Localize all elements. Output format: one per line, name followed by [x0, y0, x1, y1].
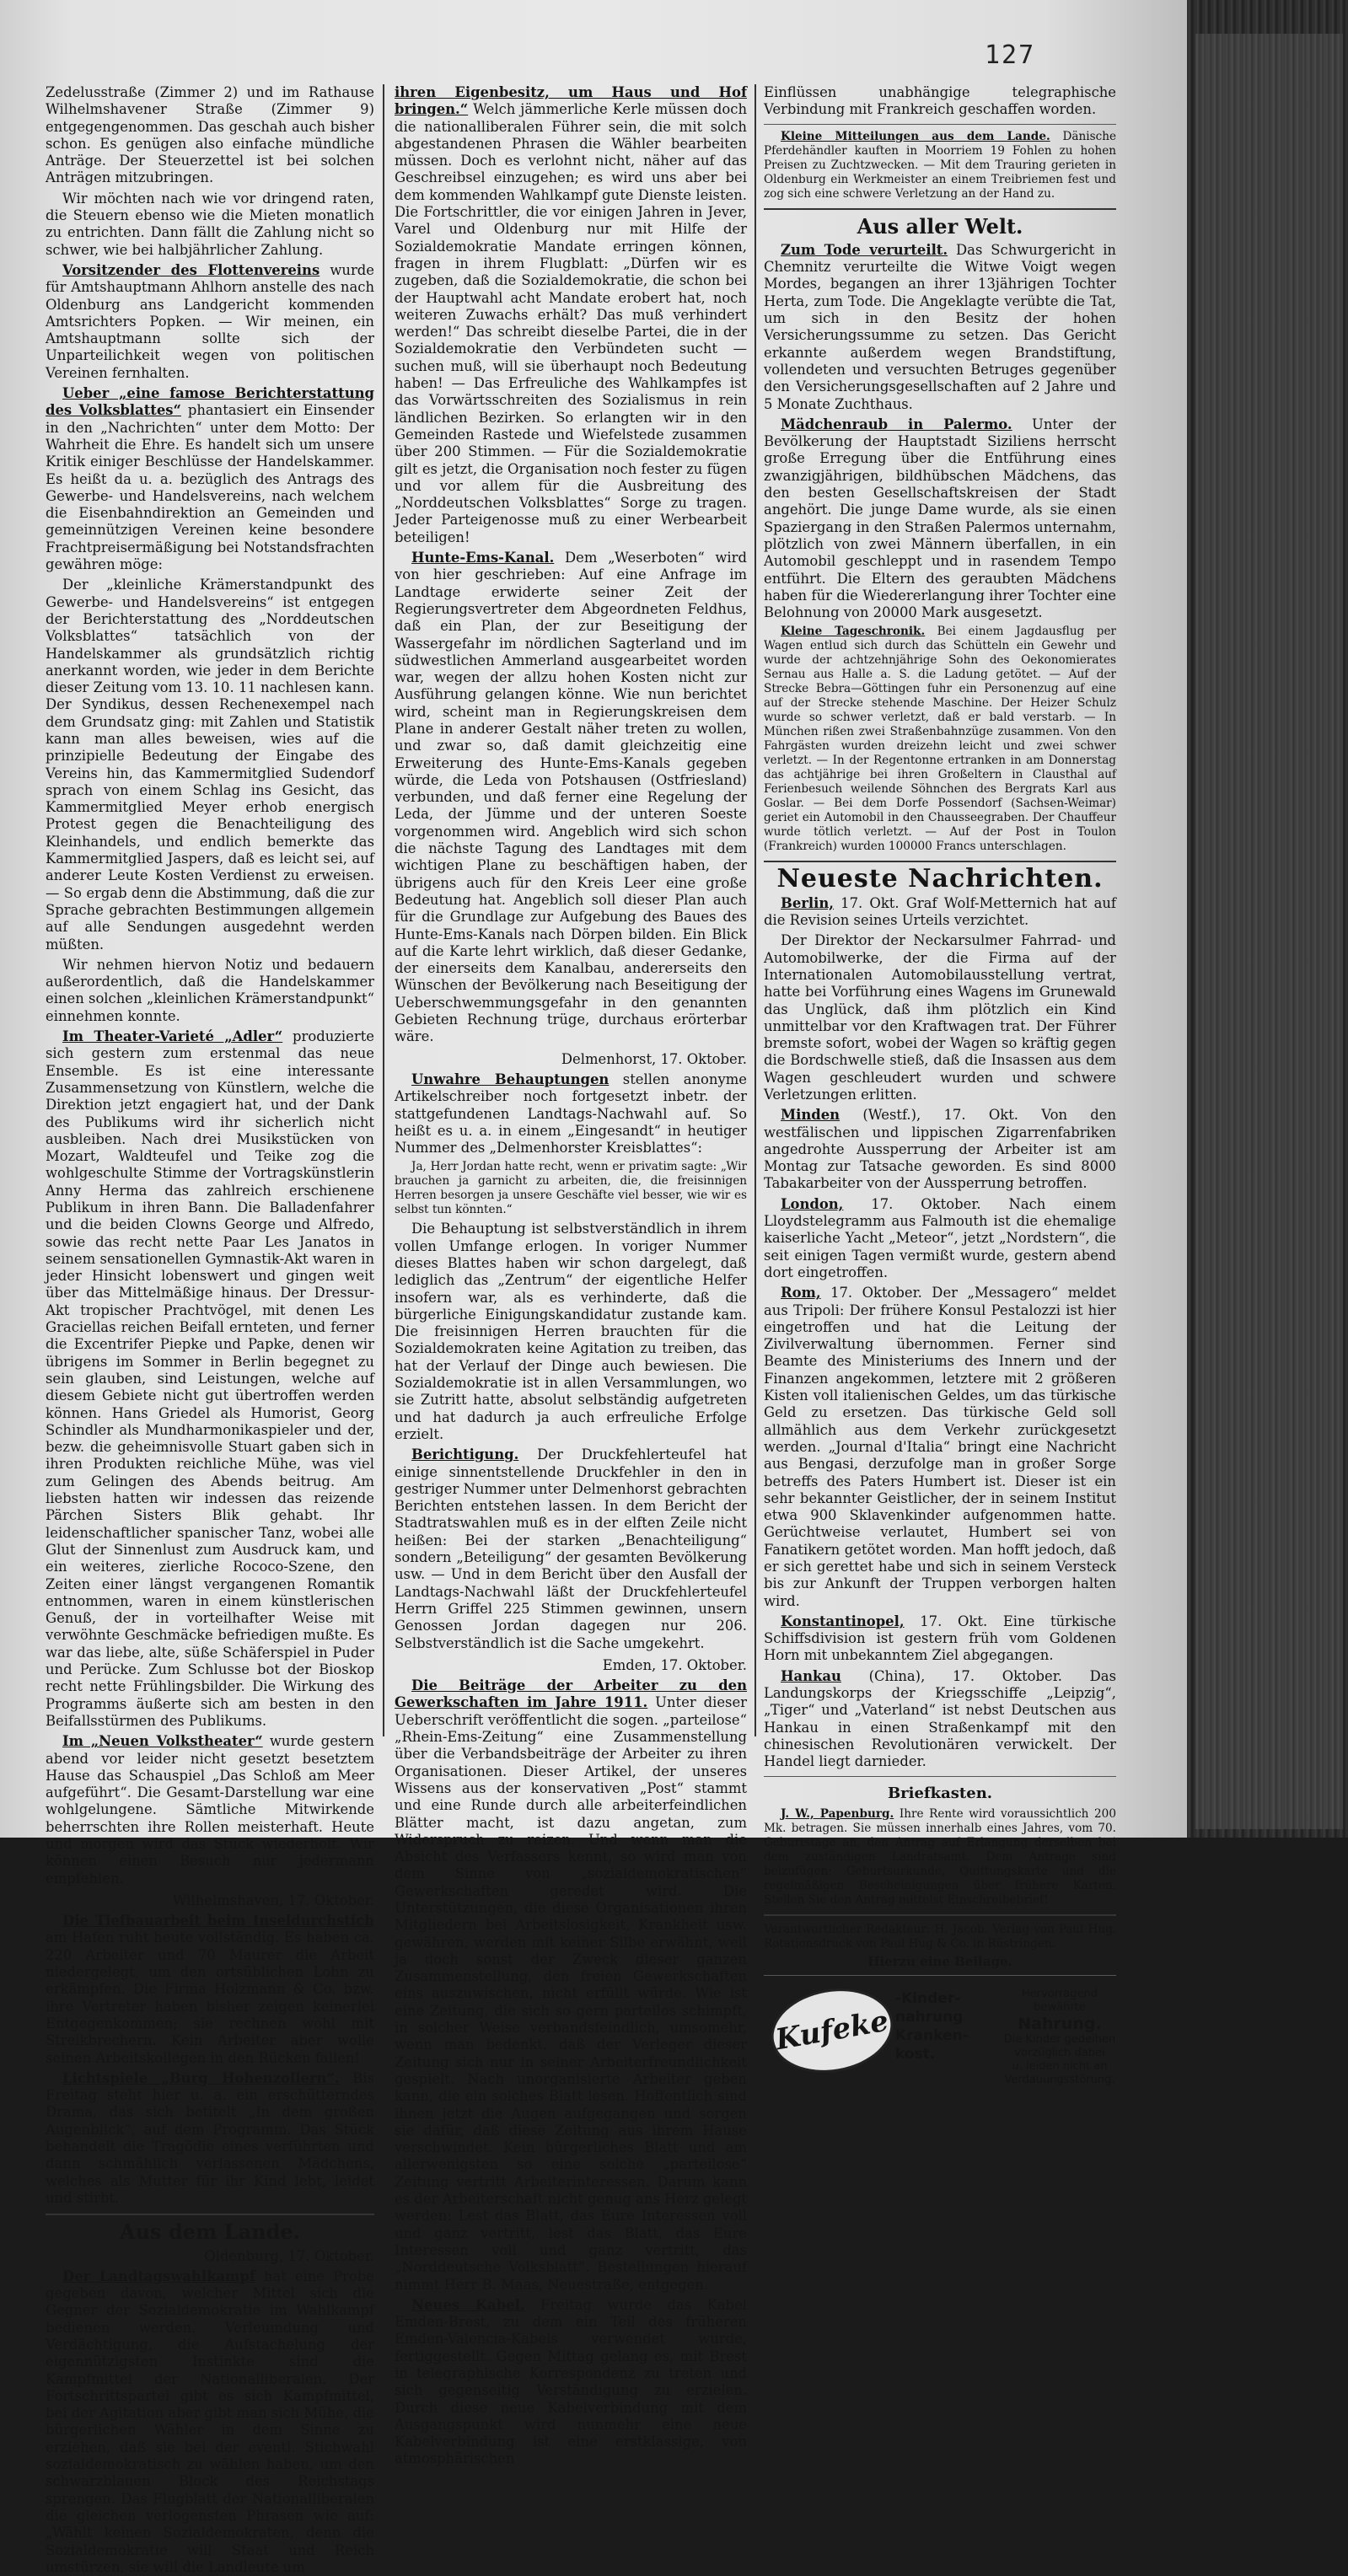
- column-3: [764, 84, 1117, 2087]
- letter-item: [764, 1807, 1116, 1908]
- article-text: phantasiert ein Einsender in den „Nachrichten“ unter dem Motto: Der Wahrheit die Ehre. Es handelt sich um unsere Kritik einiger Beschlüsse der Handelskammer. Es heißt da u. a. bezüglich des Antrags des Gewerbe- und Handelsvereins, nach welchem die Eisenbahndirektion an Gemeinden und gemeinnützigen Vereinen keine besondere Frachtpreisermäßigung bei Notstandsfrachten gewähren möge:: [46, 402, 374, 573]
- news-item: [764, 1196, 1116, 1281]
- column-2: [395, 84, 747, 2467]
- article-text: Dänische Pferdehändler kauften in Moorriem 19 Fohlen zu hohen Preisen zu Zuchtzwecken. — Mit dem Trauring gerieten in Oldenburg ein Werkmeister an einem Treibriemen fest und zog sich eine schwere Verletzung an der Hand zu.: [764, 129, 1116, 201]
- article-text: stellen anonyme Artikelschreiber noch fortgesetzt inbetr. der stattgefundenen Landtags-Nachwahl auf. So heißt es u. a. in einem „Eingesandt“ in heutiger Nummer des „Delmenhorster Kreisblattes“:: [395, 1071, 747, 1157]
- article-keyword: ihren Eigenbesitz, um Haus und Hof bringen.“: [395, 84, 747, 118]
- article-keyword: Vorsitzender des Flottenvereins: [62, 261, 320, 278]
- paragraph: Der Direktor der Neckarsulmer Fahrrad- und Automobilwerke, der die Firma auf der Internationalen Automobilausstellung vertrat, hatte bei Vorführung eines Wagens im Grunewald das Unglück, daß ihm plötzlich ein Kind unmittelbar vor den Kraftwagen trat. Der Führer bremste sofort, wobei der Wagen so kräftig gegen die Bordschwelle stieß, daß die Insassen aus dem Wagen geschleudert wurden und schwere Verletzungen erlitten.: [764, 932, 1116, 1103]
- column-rule: [383, 84, 384, 1736]
- article: [764, 130, 1116, 201]
- dateline: Oldenburg, 17. Oktober.: [204, 2247, 374, 2264]
- news-item: [764, 1285, 1116, 1610]
- ad-line: Verdauungsstörung.: [1004, 2074, 1115, 2087]
- divider: [764, 1975, 1116, 1976]
- article: [395, 1071, 747, 1157]
- divider: [764, 1914, 1116, 1916]
- paragraph: Die Behauptung ist selbstverständlich in ihrem vollen Umfange erlogen. In voriger Nummer dieses Blattes haben wir schon dargelegt, daß lediglich das „Zentrum“ der eigentliche Helfer insofern war, als es verhinderte, daß die bürgerliche Einigungskandidatur zustande kam. Die freisinnigen Herren brauchten für die Sozialdemokraten keine Agitation zu treiben, das hat der Verlauf der Dinge auch bewiesen. Die Sozialdemokratie ist in allen Versammlungen, wo sie Zutritt hatte, absolut selbständig aufgetreten und hat dadurch ja auch erfreuliche Erfolge erzielt.: [395, 1221, 747, 1442]
- news-item: [764, 895, 1116, 930]
- article-text: Bis Freitag steht hier u. a. ein erschütterndes Drama, das sich betitelt „In dem großen Augenblick“, auf dem Programm. Das Stück behandelt die Tragödie eines verführten und dann schmählich verlassenen Mädchens, welches als Mutter für ihr Kind lebt, leidet und stirbt.: [46, 2069, 374, 2206]
- ad-line: u. leiden nicht an: [1012, 2060, 1108, 2074]
- ad-line: nahrung: [895, 2009, 964, 2026]
- article-text: Ihre Rente wird voraussichtlich 200 Mk. betragen. Sie müssen innerhalb eines Jahres, vom 70. Geburtstage an, den Antrag auf Erlangung derselben bei dem zuständigen Landratsamt. Dem Antrage sind beizufügen: Geburtsurkunde, Quittungskarte und die regelmäßigen Bescheinigungen über frühere Karten. Stellen Sie den Antrag mittelst Einschreibebrief!: [764, 1806, 1116, 1907]
- column-1: [46, 84, 374, 2575]
- article-text: 17. Okt. Eine türkische Schiffsdivision ist gestern früh vom Goldenen Horn mit unbekanntem Ziel abgegangen.: [764, 1613, 1116, 1664]
- section-heading: Neueste Nachrichten.: [776, 864, 1104, 894]
- kufeke-logo: Kufeke: [765, 1979, 900, 2082]
- news-item: [764, 1613, 1116, 1665]
- ad-claim: [996, 1988, 1123, 2087]
- article: [395, 1446, 747, 1652]
- article: [764, 416, 1116, 622]
- paragraph: Der „kleinliche Krämerstandpunkt des Gewerbe- und Handelsvereins“ ist entgegen der Berichterstattung des „Norddeutschen Volksblattes“ tatsächlich von der Handelskammer als grundsätzlich richtig anerkannt worden, wie jeder in dem Berichte dieser Zeitung vom 13. 10. 11 nachlesen kann. Der Syndikus, dessen Rechenexempel nach dem Grundsatz ging: mit Zahlen und Statistik kann man alles beweisen, wies auf die prinzipielle Bedeutung der Eingabe des Vereins hin, das Kammermitglied Sudendorf sprach von einem Schlag ins Gesicht, das Kammermitglied Meyer erhob energisch Protest gegen die Benachteiligung des Kleinhandels, und endlich bemerkte das Kammermitglied Jaspers, daß es leicht sei, auf anderer Leute Kosten Verdienst zu erweisen. — So ergab denn die Abstimmung, daß die zur Sprache gebrachten Bestimmungen allgemein auf alle Sendungen ausgedehnt werden müßten.: [46, 577, 374, 953]
- article-keyword: Unwahre Behauptungen: [411, 1071, 610, 1087]
- article-text: wurde für Amtshauptmann Ahlhorn anstelle des nach Oldenburg ans Landgericht kommenden Amtsrichters Popken. — Wir meinen, ein Amtshauptmann sollte sich der Unparteilichkeit wegen von politischen Vereinen fernhalten.: [46, 261, 374, 381]
- article: [46, 385, 374, 573]
- advertisement: [764, 1984, 1116, 2087]
- article-text: 17. Oktober. Der „Messagero“ meldet aus Tripoli: Der frühere Konsul Pestalozzi ist hier eingetroffen und hat die Leitung der Zivilverwaltung übernommen. Ferner sind Beamte des Ministeriums des Innern und der Finanzen angekommen, letztere mit 2 größeren Kisten voll italienischen Geldes, um das türkische Geld zu ersetzen. Das türkische Geld soll allmählich aus dem Verkehr zurückgesetzt werden. „Journal d'Italia“ bringt eine Nachricht aus Bengasi, derzufolge man in großer Sorge betreffs des Paters Humbert ist. Dieser ist ein sehr bekannter Geistlicher, der in seinem Institut etwa 900 Sklavenkinder aufgenommen hatte. Gerüchtweise verlautet, Humbert sei von Fanatikern getötet worden. Man hofft jedoch, daß er sich gerettet habe und sich in seinem Versteck bis zur Ankunft der Truppen verborgen halten wird.: [764, 1285, 1116, 1609]
- article-keyword: Hunte-Ems-Kanal.: [411, 550, 555, 566]
- article-text: produzierte sich gestern zum erstenmal das neue Ensemble. Es ist eine interessante Zusammensetzung von Künstlern, welche die Direktion jetzt engagiert hat, und der Dank des Publikums wird ihr sicherlich nicht ausbleiben. Nach drei Musikstücken von Mozart, Waldteufel und Teike zog die wohlgeschulte Stimme der Vortragskünstlerin Anny Herma das zahlreich erschienene Publikum in ihren Bann. Die Balladenfahrer und die beiden Clowns George und Alfredo, sowie das recht nette Paar Les Janatos in seinem sensationellen Gymnastik-Akt waren in jeder Hinsicht lobenswert und gingen weit über das Mittelmäßige hinaus. Der Dressur-Akt tropischer Prachtvögel, mit denen Les Graciellas reichen Beifall ernteten, und ferner die Excentrifer Piepke und Papke, denen wir übrigens im Sommer in Berlin begegnet zu sein glauben, sind Leistungen, welche auf diesem Gebiete nicht gut übertroffen werden können. Hans Griedel als Humorist, Georg Schindler als Mundharmonikaspieler und der, bezw. die geheimnisvolle Stuart gaben sich in ihren Produkten reichliche Mühe, was viel zum Gelingen des Abends beitrug. Am liebsten hatten wir indessen das reizende Pärchen Sisters Blik gehabt. Ihr leidenschaftlicher spanischer Tanz, wobei alle Glut der Sinnenlust zum Ausdruck kam, und ein weiteres, zierliche Rococo-Szene, den Zeiten einer längst vergangenen Romantik entnommen, waren in einem künstlerischen Genuß, der in vorteilhafter Weise mit verwöhnte Geschmäcke befriedigen mußte. Es war das liebe, alte, süße Schäferspiel in Puder und Perücke. Zum Schlusse bot der Bioskop recht nette Frühlingsbilder. Die Wirkung des Programms äußerte sich am besten in den Beifallsstürmen des Publikums.: [46, 1028, 374, 1729]
- article-keyword: Neues Kabel.: [411, 2296, 525, 2313]
- column-rule: [755, 84, 756, 1736]
- section-heading: Briefkasten.: [887, 1784, 993, 1802]
- ad-line: Kranken-: [895, 2027, 969, 2045]
- article-keyword: Der Landtagswahlkampf: [62, 2267, 255, 2284]
- article-text: Dem „Weserboten“ wird von hier geschrieben: Auf eine Anfrage im Landtage erwiderte seiner Zeit der Regierungsvertreter dem Abgeordneten Feldhus, daß ein Plan, der zur Beseitigung der Wassergefahr im nördlichen Sagterland und im südwestlichen Ammerland ausgearbeitet worden war, wegen der allzu hohen Kosten nicht zur Ausführung gelangen könne. Wie nun berichtet wird, scheint man in Regierungskreisen dem Plane in anderer Gestalt näher treten zu wollen, und zwar so, daß damit gleichzeitig eine Erweiterung des Hunte-Ems-Kanals gegeben würde, die Leda von Potshausen (Ostfriesland) verbunden, und daß ferner eine Regelung der Leda, der Jümme und der unteren Soeste vorgenommen wird. Angeblich wird sich schon die nächste Tagung des Landtages mit dem wichtigen Plane zu beschäftigen haben, der übrigens auch für den Kreis Leer eine große Bedeutung hat. Angeblich soll dieser Plan auch für die Grundlage zur Aufgebung des Baues des Hunte-Ems-Kanals nach Dörpen bilden. Ein Blick auf die Karte lehrt wirklich, daß dieser Gedanke, der einerseits dem Kanalbau, andererseits den Wünschen der Bevölkerung nach Beseitigung der Ueberschwemmungsgefahr in den genannten Gebieten Rechnung trüge, durchaus erörterbar wäre.: [395, 550, 747, 1045]
- ad-product-lines: [895, 1989, 988, 2063]
- imprint: Verantwortlicher Redakteur: H. Jacob. Verlag von Paul Hug. Rotationsdruck von Paul Hug & Co. in Rüstringen.: [764, 1922, 1116, 1951]
- article-text: Unter der Bevölkerung der Hauptstadt Siziliens herrscht große Erregung über die Entführung eines zwanzigjährigen, bildhübschen Mädchens, das den besten Gesellschaftskreisen der Stadt angehört. Die junge Dame wurde, als sie einen Spaziergang in den Straßen Palermos unternahm, plötzlich von zwei Männern überfallen, in ein Automobil geschleppt und in rasendem Tempo entführt. Die Eltern des geraubten Mädchens haben für die Wiedererlangung ihrer Tochter eine Belohnung von 20000 Mark ausgesetzt.: [764, 416, 1116, 621]
- article-keyword: J. W., Papenburg.: [781, 1806, 894, 1821]
- article-keyword: Im „Neuen Volkstheater“: [62, 1733, 263, 1750]
- article-text: Freitag wurde das Kabel Emden-Brest, zu dem ein Teil des früheren Emden-Valencia-Kabels verwendet wurde, fertiggestellt. Gegen Mittag gelang es, mit Brest in telegraphische Korrespondenz zu treten und sich gegenseitig Verständigung zu erzielen. Durch diese neue Kabelverbindung mit dem Ausgangspunkt wird nunmehr eine neue Kabelverbindung ist eine erstklassige, von atmosphärischen: [395, 2296, 747, 2467]
- article-keyword: Mädchenraub in Palermo.: [781, 416, 1012, 432]
- divider: [764, 124, 1116, 125]
- article-text: wurde gestern abend vor leider nicht gesetzt besetztem Hause das Schauspiel „Das Schloß am Meer aufgeführt“. Die Gesamt-Darstellung war eine wohlgelungene. Sämtliche Mitwirkende beherrschten ihre Rollen meisterhaft. Heute und morgen wird das Stück wiederholt. Wir können einen Besuch nur jedermann empfehlen.: [46, 1733, 374, 1886]
- paragraph: Wir nehmen hiervon Notiz und bedauern außerordentlich, daß die Handelskammer einen solchen „kleinlichen Krämerstandpunkt“ einnehmen konnte.: [46, 956, 374, 1024]
- article-text: Unter dieser Ueberschrift veröffentlicht die sogen. „parteilose“ „Rhein-Ems-Zeitung“ eine Zusammenstellung über die Verbandsbeiträge der Arbeiter zu ihren Organisationen. Dieser Artikel, der unseres Wissens aus der konservativen „Post“ stammt und eine Runde durch alle arbeiterfeindlichen Blätter macht, ist dazu angetan, zum Widerspruch zu reizen. Und wenn man die Absicht des Verfassers kennt, so wird man von dem Sinne von „sozialdemokratischen“ Gewerkschaften geredet wird. Die Unterstützungen, die diese Organisationen ihren Mitgliedern bei Arbeitslosigkeit, Krankheit usw. gewähren, werden mit keiner Silbe erwähnt, weil ja doch sonst der Zweck dieser ganzen Zusammenstellung, den freien Gewerkschaften eins auszuwischen, nicht erfüllt würde. Wie ist eine Zeitung, die sich so gern parteilos schimpft, in solcher Weise verbandsfeindlich, umsomehr, wenn man bedenkt, daß der Verleger dieser Zeitung sich nur in seiner Arbeiterfreundlichkeit gespielt. Nach unorganisierte Arbeiter geben kann, die ein solches Blatt lesen. Hoffentlich sind ihnen jetzt die Augen aufgegangen und sorgen sie dafür, daß diese Zeitung aus ihrem Hause verschwindet. Kein bürgerliches Blatt und am allerwenigsten so eine solche „parteilose“ Zeitung vertritt Arbeiterinteressen. Darum kann es der Arbeiterschaft nicht genug ans Herz gelegt werden: Lest das Blatt, das Eure Interessen voll und ganz vertritt, lest das Blatt, das Eure Interessen voll und ganz vertritt, das „Norddeutsche Volksblatt“. Bestellungen hierauf nimmt Herr B. Maas, Neuestraße, entgegen.: [395, 1694, 747, 2293]
- article-keyword: Rom,: [781, 1285, 821, 1301]
- paragraph: Wir möchten nach wie vor dringend raten, die Steuern ebenso wie die Mieten monatlich zu entrichten. Dann fällt die Zahlung nicht so schwer, wie bei halbjährlicher Zahlung.: [46, 190, 374, 258]
- section-heading: Aus aller Welt.: [857, 213, 1023, 239]
- divider: [764, 208, 1116, 210]
- article-keyword: Kleine Mitteilungen aus dem Lande.: [781, 129, 1050, 143]
- news-item: [764, 1107, 1116, 1192]
- quotation: Ja, Herr Jordan hatte recht, wenn er privatim sagte: „Wir brauchen ja garnicht zu arbeiten, die, die freisinnigen Herren besorgen ja unsere Geschäfte viel besser, wie wir es selbst tun könnten.“: [395, 1160, 747, 1217]
- ad-line: Nahrung.: [1018, 2015, 1102, 2034]
- article-keyword: Hankau: [781, 1667, 841, 1684]
- article: [46, 1913, 374, 2067]
- ad-line: Die Kinder gedeihen: [1003, 2033, 1116, 2047]
- article: [46, 262, 374, 382]
- article-keyword: Kleine Tageschronik.: [781, 625, 926, 639]
- paragraph: Zedelusstraße (Zimmer 2) und im Rathause Wilhelmshavener Straße (Zimmer 9) entgegengenommen. Das geschah auch bisher schon. Es genügen also einfache mündliche Anträge. Der Steuerzettel ist bei solchen Anträgen mitzubringen.: [46, 84, 374, 186]
- article: [764, 625, 1116, 854]
- page-number: 127: [985, 40, 1036, 70]
- article: [395, 1677, 747, 2294]
- article-keyword: Die Tiefbauarbeit beim Inseldurchstich: [62, 1913, 374, 1929]
- article: [46, 2268, 374, 2576]
- article-text: Der Druckfehlerteufel hat einige sinnentstellende Druckfehler in den in gestriger Nummer unter Delmenhorst gebrachten Berichten entstehen lassen. In dem Bericht der Stadtratswahlen muß es in der elften Zeile nicht heißen: Bei der starken „Benachteiligung“ sondern „Beteiligung“ der gesamten Bevölkerung usw. — Und in dem Bericht über den Ausfall der Landtags-Nachwahl läßt der Druckfehlerteufel Herrn Griffel 225 Stimmen gewinnen, unsern Genossen Jordan dagegen nur 206. Selbstverständlich ist die Sache umgekehrt.: [395, 1446, 747, 1651]
- book-binding-edge: [1187, 0, 1348, 1838]
- article-text: Welch jämmerliche Kerle müssen doch die nationalliberalen Führer sein, die mit solch abgestandenen Phrasen die Wähler bearbeiten müssen. Doch es verlohnt nicht, näher auf das Geschreibsel einzugehen; es wird uns aber bei dem kommenden Wahlkampf gute Dienste leisten. Die Fortschrittler, die vor einigen Jahren in Jever, Varel und Oldenburg nur mit Hilfe der Sozialdemokratie Mandate erringen können, fragen in ihrem Flugblatt: „Dürfen wir es zugeben, daß die Sozialdemokratie, die schon bei der Hauptwahl acht Mandate erobert hat, noch weiteren Zuwachs erhält? Das muß verhindert werden!“ Das schreibt dieselbe Partei, die in der Sozialdemokratie den Verbündeten sucht — suchen muß, will sie überhaupt noch Bedeutung haben! — Das Erfreuliche des Wahlkampfes ist das Vorwärtsschreiten des Sozialismus in rein ländlichen Bezirken. So erlangten wir in den Gemeinden Rastede und Wiefelstede zusammen über 200 Stimmen. — Für die Sozialdemokratie gilt es jetzt, die Organisation noch fester zu fügen und vor allem für die Ausbreitung des „Norddeutschen Volksblattes“ Sorge zu tragen. Jeder Parteigenosse muß zu einer Werbearbeit beteiligen!: [395, 101, 747, 545]
- article-text: Bei einem Jagdausflug per Wagen entlud sich durch das Schütteln ein Gewehr und wurde der achtzehnjährige Sohn des Oekonomierates Sernau aus Halle a. S. die Ladung getötet. — Auf der Strecke Bebra—Göttingen fuhr ein Personenzug auf eine auf der Strecke stehende Maschine. Der Heizer Schulz wurde so schwer verletzt, daß er bald verstarb. — In München rißen zwei Straßenbahnzüge zusammen. Von den Fahrgästen wurden dreizehn leicht und zwei schwer verletzt. — In der Regentonne ertranken in am Donnerstag das achtjährige bei ihren Großeltern in Clausthal auf Ferienbesuch weilende Söhnchen des Bergrats Karl aus Goslar. — Bei dem Dorfe Possendorf (Sachsen-Weimar) geriet ein Automobil in den Chausseegraben. Der Chauffeur wurde tötlich verletzt. — Auf der Post in Toulon (Frankreich) wurden 100000 Francs unterschlagen.: [764, 625, 1117, 854]
- article-text: (Westf.), 17. Okt. Von den westfälischen und lippischen Zigarrenfabriken angedrohte Aussperrung der Arbeiter ist am Montag zur Tatsache geworden. Es sind 8000 Tabakarbeiter von der Aussperrung betroffen.: [764, 1107, 1116, 1192]
- article-keyword: Berichtigung.: [411, 1446, 519, 1463]
- article: [46, 1733, 374, 1887]
- article: [764, 242, 1116, 413]
- article-text: hat eine Probe gegeben davon, welcher Mittel sich die Gegner der Sozialdemokratie im Wahlkampf bedienen werden. Verleumdung und Verdächtigung, die Aufstachelung der eigennützigsten Instinkte sind die Kampfmittel der Nationalliberalen. Der Fortschrittspartei gibt es sich Kampfmittel, bei der Agitation aber gibt man sich Mühe, die bürgerlichen Wähler in dem Sinne zu erziehen, daß sie bei der eventl. Stichwahl sozialdemokratisch zu wählen haben, um den schwarzblauen Block des Reichstags sprengen. Das Flugblatt der Nationalliberalen die gleichen verlogensten Phrasen wie auf: „Wählt keinen Sozialdemokraten, denn die Sozialdemokratie will Staat und Reich umstürzen, sie will die Landleute um: [46, 2267, 374, 2575]
- article-keyword: Im Theater-Varieté „Adler“: [62, 1028, 283, 1045]
- article-keyword: Minden: [781, 1107, 840, 1124]
- divider: [764, 1776, 1116, 1777]
- news-item: [764, 1668, 1116, 1771]
- divider: [764, 861, 1116, 862]
- article-text: (China), 17. Oktober. Das Landungskorps der Kriegsschiffe „Leipzig“, „Tiger“ und „Vaterland“ ist nebst Deutschen aus Hankau in einen Straßenkampf mit den chinesischen Revolutionären verwickelt. Der Handel liegt darnieder.: [764, 1667, 1116, 1770]
- section-heading: Aus dem Lande.: [119, 2219, 301, 2245]
- article: [395, 2297, 747, 2468]
- paragraph: Einflüssen unabhängige telegraphische Verbindung mit Frankreich geschaffen worden.: [764, 84, 1116, 118]
- article-text: 17. Okt. Graf Wolf-Metternich hat auf die Revision seines Urteils verzichtet.: [764, 894, 1116, 929]
- article: [395, 550, 747, 1046]
- dateline: Wilhelmshaven, 17. Oktober.: [172, 1892, 374, 1908]
- ad-line: Hervorragend bewährte: [1022, 1988, 1098, 2015]
- ad-line: vorzüglich dabei: [1014, 2047, 1105, 2060]
- divider: [46, 2214, 374, 2215]
- ad-line: kost.: [895, 2046, 936, 2063]
- article: [395, 84, 747, 546]
- article-keyword: Die Beiträge der Arbeiter zu den Gewerkschaften im Jahre 1911.: [395, 1677, 747, 1711]
- article-keyword: Zum Tode verurteilt.: [781, 241, 948, 258]
- article-keyword: Lichtspiele „Burg Hohenzollern“.: [62, 2069, 340, 2086]
- article-text: Das Schwurgericht in Chemnitz verurteilte die Witwe Voigt wegen Mordes, begangen an ihrer 13jährigen Tochter Herta, zum Tode. Die Angeklagte verübte die Tat, um sich in den Besitz der hohen Versicherungssumme zu setzen. Das Gericht erkannte außerdem wegen Brandstiftung, vollendeten und versuchten Betruges gegenüber den Versicherungsgesellschaften auf 2 Jahre und 5 Monate Zuchthaus.: [764, 241, 1116, 412]
- dateline: Emden, 17. Oktober.: [602, 1656, 747, 1673]
- article: [46, 1028, 374, 1730]
- article-keyword: Berlin,: [781, 894, 834, 911]
- article-keyword: London,: [781, 1195, 844, 1212]
- article-keyword: Ueber „eine famose Berichterstattung des Volksblattes“: [46, 385, 374, 419]
- dateline: Delmenhorst, 17. Oktober.: [561, 1050, 747, 1067]
- article-keyword: Konstantinopel,: [781, 1613, 905, 1629]
- article-text: 17. Oktober. Nach einem Lloydstelegramm aus Falmouth ist die ehemalige kaiserliche Yacht „Meteor“, jetzt „Nordstern“, die seit einigen Tagen vermißt wurde, gestern abend dort eingetroffen.: [764, 1195, 1116, 1280]
- article-text: am Hafen ruht heute vollständig. Es haben ca. 220 Arbeiter und 70 Maurer die Arbeit niedergelegt, um den ortsüblichen Lohn zu erkämpfen. Die Firma Holzmann & Co. bzw. ihre Vertreter haben bisher zeigen keinerlei Entgegenkommen; sie rechnen wohl mit Streikbrechern. Kein Arbeiter aber wolle seinen Arbeitskollegen in den Rücken fallen!: [46, 1929, 374, 2066]
- article: [46, 2070, 374, 2207]
- ad-line: -Kinder-: [895, 1990, 961, 2008]
- supplement-note: Hierzu eine Beilage.: [867, 1953, 1012, 1969]
